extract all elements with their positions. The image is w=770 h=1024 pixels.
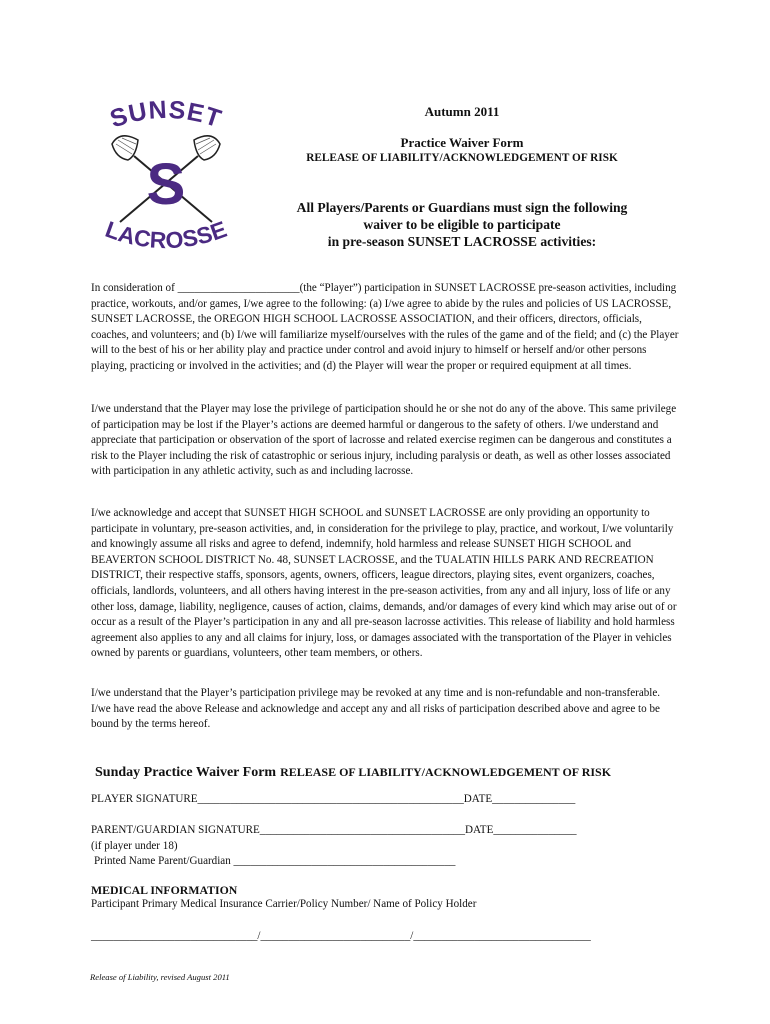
logo-bottom-text: LACROSSE xyxy=(102,215,230,254)
notice-line: waiver to be eligible to participate xyxy=(363,217,561,232)
logo-top-text: SUNSET xyxy=(106,95,226,134)
revision-footer: Release of Liability, revised August 2011 xyxy=(90,972,230,982)
parent-signature-line[interactable]: PARENT/GUARDIAN SIGNATURE_____________________________________DATE_______________ xyxy=(91,824,577,836)
medical-subheading: Participant Primary Medical Insurance Carrier/Policy Number/ Name of Policy Holder xyxy=(91,898,477,910)
logo-letter: S xyxy=(146,152,186,217)
season-title: Autumn 2011 xyxy=(424,104,500,119)
revocation-paragraph: I/we understand that the Player’s participation privilege may be revoked at any time and is non-refundable and non-transferable. I/we have read the above Release and acknowledge and accept any and all risks of participation described above and agree to be bound by the terms hereof. xyxy=(91,687,661,731)
sunday-waiver-title: Sunday Practice Waiver Form xyxy=(95,765,277,780)
sunday-release-title: RELEASE OF LIABILITY/ACKNOWLEDGEMENT OF RISK xyxy=(280,765,612,779)
sunset-lacrosse-logo xyxy=(92,94,240,262)
notice-line: All Players/Parents or Guardians must sign the following xyxy=(296,200,628,215)
under-18-note: (if player under 18) xyxy=(91,840,178,852)
privilege-paragraph: I/we understand that the Player may lose the privilege of participation should he or she not do any of the above. This same privilege of participation may be lost if the Player’s actions are deemed harmful or dangerous to the safety of others. I/we understand and appreciate that participation or observation of the sport of lacrosse and related exercise regimen can be dangerous and constitutes a risk to the Player including the risk of catastrophic or serious injury, including paralysis or death, as well as other losses associated with participation in any athletic activity, such as and including lacrosse. xyxy=(91,403,677,478)
release-paragraph: I/we acknowledge and accept that SUNSET HIGH SCHOOL and SUNSET LACROSSE are only providing an opportunity to participate in voluntary, pre-season activities, and, in consideration for the privilege to play, practice, and workout, I/we voluntarily and knowingly assume all risks and agree to defend, indemnify, hold harmless and release SUNSET HIGH SCHOOL and BEAVERTON SCHOOL DISTRICT No. 48, SUNSET LACROSSE, and the TUALATIN HILLS PARK AND RECREATION DISTRICT, their respective staffs, sponsors, agents, owners, officers, league directors, playing sites, event organizers, coaches, officials, landlords, volunteers, and all others having interest in the pre-season activities, from any and all injury, loss of life or any other loss, damage, liability, negligence, causes of action, claims, demands, and/or damages of every kind which may arise out of or occur as a result of the Player’s participation in any and all pre-season lacrosse activities. This release of liability and hold harmless agreement also applies to any and all claims for injury, loss, or damages associated with the transportation of the Player in vehicles owned by parents or guardians, volunteers, other team members, or others. xyxy=(91,507,677,660)
player-signature-line[interactable]: PLAYER SIGNATURE________________________________________________DATE_______________ xyxy=(91,793,576,805)
medical-info-line[interactable]: ______________________________/___________________________/________________________________ xyxy=(91,930,591,942)
sunday-waiver-heading xyxy=(95,763,695,781)
consideration-paragraph: In consideration of ______________________(the “Player”) participation in SUNSET LACROSSE pre-season activities, including practice, workouts, and/or games, I/we agree to the following: (a) I/we agree to abide by the rules and policies of US LACROSSE, SUNSET LACROSSE, the OREGON HIGH SCHOOL LACROSSE ASSOCIATION, and their officers, directors, officials, coaches, and volunteers; and (b) I/we will familiarize myself/ourselves with the rules of the game and of the field; and (c) the Player will to the best of his or her ability play and practice under control and avoid injury to himself or herself and/or other persons playing, practicing or involved in the activities; and (d) the Player will wear the proper or required equipment at all times. xyxy=(91,282,679,372)
form-title: Practice Waiver Form xyxy=(400,135,524,150)
medical-heading: MEDICAL INFORMATION xyxy=(91,883,238,897)
printed-name-line[interactable]: Printed Name Parent/Guardian ________________________________________ xyxy=(94,855,456,867)
notice-line: in pre-season SUNSET LACROSSE activities: xyxy=(327,234,597,249)
release-title: RELEASE OF LIABILITY/ACKNOWLEDGEMENT OF RISK xyxy=(306,152,618,164)
eligibility-notice xyxy=(280,199,644,250)
